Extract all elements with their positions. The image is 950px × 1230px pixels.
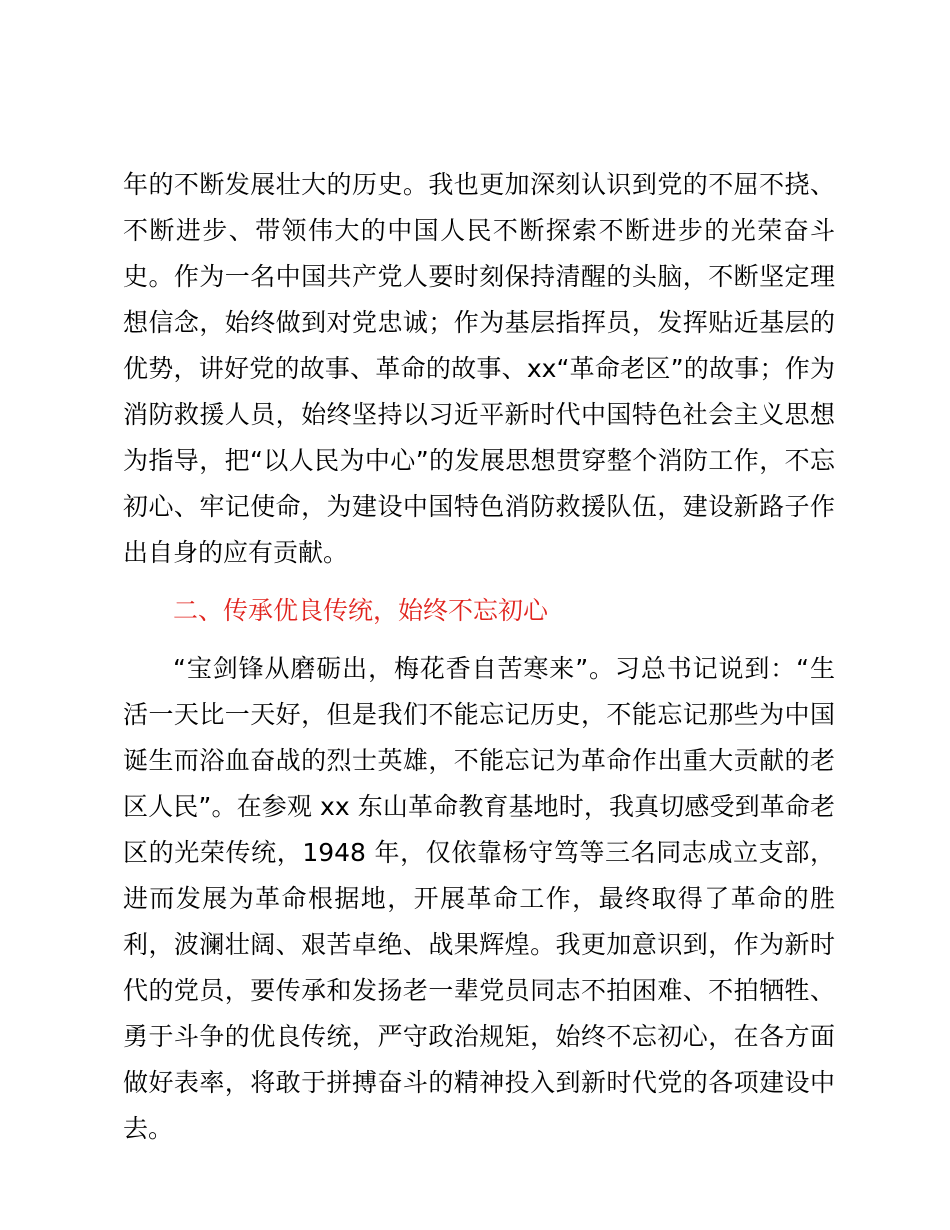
document-page xyxy=(123,162,835,1152)
body-paragraph: “宝剑锋从磨砺出，梅花香自苦寒来”。习总书记说到：“生活一天比一天好，但是我们不能忘记历史，不能忘记那些为中国诞生而浴血奋战的烈士英雄，不能忘记为革命作出重大贡献的老区人民”。在参观 xx 东山革命教育基地时，我真切感受到革命老区的光荣传统，1948 年，仅依靠杨守笃等三名同志成立支部，进而发展为革命根据地，开展革命工作，最终取得了革命的胜利，波澜壮阔、艰苦卓绝、战果辉煌。我更加意识到，作为新时代的党员，要传承和发扬老一辈党员同志不拍困难、不拍牺牲、勇于斗争的优良传统，严守政治规矩，始终不忘初心，在各方面做好表率，将敢于拼搏奋斗的精神投入到新时代党的各项建设中去。 xyxy=(123,654,835,1143)
section-heading: 二、传承优良传统，始终不忘初心 xyxy=(173,596,549,625)
body-paragraph-continuation: 年的不断发展壮大的历史。我也更加深刻认识到党的不屈不挠、不断进步、带领伟大的中国人民不断探索不断进步的光荣奋斗史。作为一名中国共产党人要时刻保持清醒的头脑，不断坚定理想信念，始终做到对党忠诚；作为基层指挥员，发挥贴近基层的优势，讲好党的故事、革命的故事、xx“革命老区”的故事；作为消防救援人员，始终坚持以习近平新时代中国特色社会主义思想为指导，把“以人民为中心”的发展思想贯穿整个消防工作，不忘初心、牢记使命，为建设中国特色消防救援队伍，建设新路子作出自身的应有贡献。 xyxy=(123,170,835,567)
